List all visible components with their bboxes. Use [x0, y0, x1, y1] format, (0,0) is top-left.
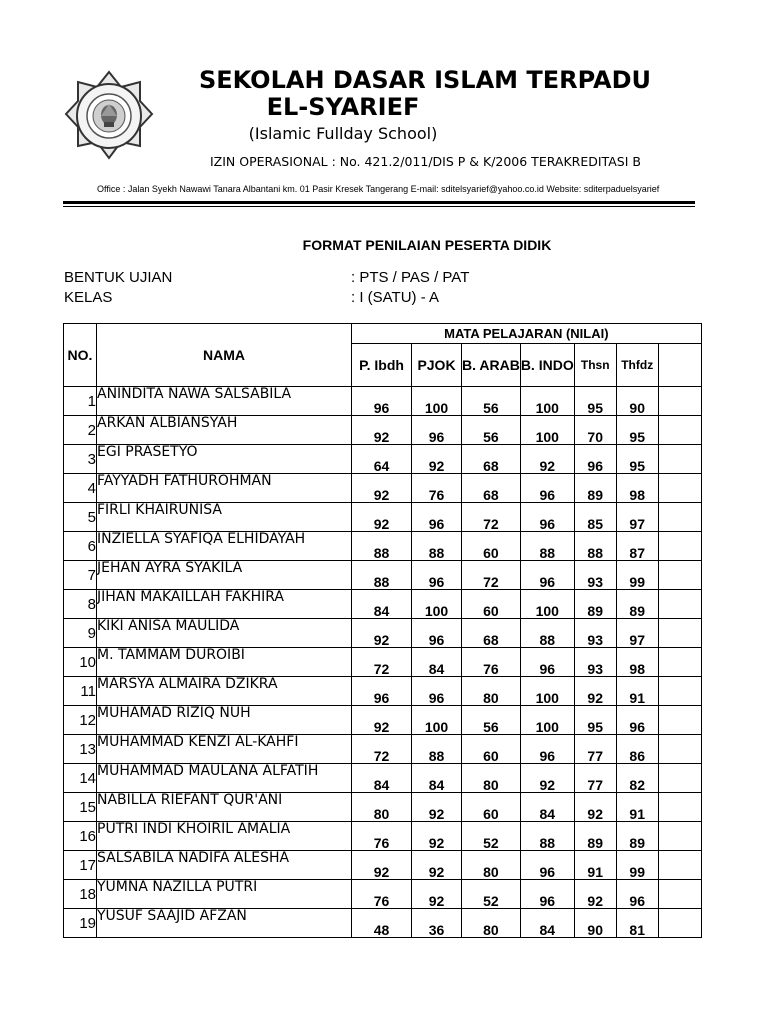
- score-cell: 93: [574, 648, 616, 677]
- table-row: [64, 387, 702, 416]
- score-cell: 60: [462, 532, 521, 561]
- score-cell: 91: [616, 793, 658, 822]
- score-cell: 92: [574, 880, 616, 909]
- score-cell: 92: [352, 416, 412, 445]
- score-cell: 100: [520, 677, 574, 706]
- student-name: SALSABILA NADIFA ALESHA: [97, 851, 352, 880]
- row-number: 19: [64, 909, 97, 938]
- score-cell: 92: [352, 706, 412, 735]
- score-cell: 60: [462, 793, 521, 822]
- score-cell: 84: [520, 793, 574, 822]
- subject-header: P. Ibdh: [352, 344, 412, 387]
- column-header-nama: NAMA: [97, 324, 352, 387]
- score-cell: 72: [462, 503, 521, 532]
- student-name: MARSYA ALMAIRA DZIKRA: [97, 677, 352, 706]
- row-number: 4: [64, 474, 97, 503]
- score-cell: 96: [412, 503, 462, 532]
- score-cell: 96: [520, 474, 574, 503]
- operating-license: IZIN OPERASIONAL : No. 421.2/011/DIS P & K/2006 TERAKREDITASI B: [210, 154, 641, 169]
- score-cell: 82: [616, 764, 658, 793]
- score-cell: 89: [574, 590, 616, 619]
- table-row: [64, 909, 702, 938]
- table-row: [64, 590, 702, 619]
- score-cell: 97: [616, 503, 658, 532]
- table-row: [64, 764, 702, 793]
- header-divider-thick: [63, 201, 695, 204]
- score-cell: 92: [574, 677, 616, 706]
- document-title: FORMAT PENILAIAN PESERTA DIDIK: [302, 237, 552, 253]
- score-cell-empty: [658, 619, 701, 648]
- score-cell-empty: [658, 677, 701, 706]
- score-cell: 100: [520, 387, 574, 416]
- score-cell: 86: [616, 735, 658, 764]
- score-cell-empty: [658, 822, 701, 851]
- score-cell: 92: [412, 445, 462, 474]
- score-cell: 77: [574, 735, 616, 764]
- score-cell: 76: [352, 822, 412, 851]
- score-cell-empty: [658, 851, 701, 880]
- score-cell: 56: [462, 416, 521, 445]
- score-cell: 92: [412, 880, 462, 909]
- student-name: JEHAN AYRA SYAKILA: [97, 561, 352, 590]
- score-cell: 84: [412, 648, 462, 677]
- score-cell: 96: [520, 735, 574, 764]
- score-cell: 80: [352, 793, 412, 822]
- score-cell: 56: [462, 387, 521, 416]
- score-cell: 92: [520, 764, 574, 793]
- score-cell: 84: [352, 590, 412, 619]
- grades-table: [63, 323, 702, 938]
- score-cell: 100: [412, 387, 462, 416]
- table-row: [64, 851, 702, 880]
- score-cell-empty: [658, 590, 701, 619]
- row-number: 5: [64, 503, 97, 532]
- table-row: [64, 503, 702, 532]
- student-name: M. TAMMAM DUROIBI: [97, 648, 352, 677]
- table-row: [64, 648, 702, 677]
- student-name: PUTRI INDI KHOIRIL AMALIA: [97, 822, 352, 851]
- score-cell: 96: [520, 503, 574, 532]
- row-number: 13: [64, 735, 97, 764]
- score-cell: 90: [616, 387, 658, 416]
- score-cell: 95: [574, 387, 616, 416]
- score-cell: 89: [616, 590, 658, 619]
- table-row: [64, 880, 702, 909]
- student-name: MUHAMMAD MAULANA ALFATIH: [97, 764, 352, 793]
- score-cell: 88: [412, 735, 462, 764]
- student-name: FAYYADH FATHUROHMAN: [97, 474, 352, 503]
- score-cell-empty: [658, 387, 701, 416]
- score-cell: 95: [616, 445, 658, 474]
- score-cell: 64: [352, 445, 412, 474]
- score-cell: 96: [412, 561, 462, 590]
- student-name: NABILLA RIEFANT QUR'ANI: [97, 793, 352, 822]
- score-cell: 72: [352, 735, 412, 764]
- score-cell: 97: [616, 619, 658, 648]
- row-number: 18: [64, 880, 97, 909]
- table-row: [64, 822, 702, 851]
- score-cell: 88: [520, 619, 574, 648]
- header-divider-thin: [63, 206, 695, 207]
- office-address: Office : Jalan Syekh Nawawi Tanara Albantani km. 01 Pasir Kresek Tangerang E-mail: sditelsyarief@yahoo.co.id Website: sditerpaduelsyarief: [97, 184, 660, 194]
- score-cell: 91: [616, 677, 658, 706]
- score-cell: 92: [520, 445, 574, 474]
- score-cell: 100: [520, 590, 574, 619]
- school-subtitle: (Islamic Fullday School): [248, 124, 438, 143]
- score-cell: 96: [412, 619, 462, 648]
- student-name: YUMNA NAZILLA PUTRI: [97, 880, 352, 909]
- student-name: MUHAMMAD KENZI AL-KAHFI: [97, 735, 352, 764]
- score-cell: 81: [616, 909, 658, 938]
- student-name: MUHAMAD RIZIQ NUH: [97, 706, 352, 735]
- score-cell: 100: [412, 706, 462, 735]
- exam-type-label: BENTUK UJIAN: [64, 269, 173, 286]
- score-cell: 89: [616, 822, 658, 851]
- table-row: [64, 793, 702, 822]
- table-row: [64, 619, 702, 648]
- score-cell: 68: [462, 474, 521, 503]
- class-label: KELAS: [64, 289, 113, 306]
- score-cell-empty: [658, 909, 701, 938]
- table-row: [64, 561, 702, 590]
- class-value: : I (SATU) - A: [351, 289, 440, 306]
- score-cell: 96: [616, 706, 658, 735]
- school-name-line2: EL-SYARIEF: [266, 93, 420, 121]
- student-name: EGI PRASETYO: [97, 445, 352, 474]
- school-emblem-icon: [64, 70, 154, 164]
- score-cell: 72: [462, 561, 521, 590]
- row-number: 11: [64, 677, 97, 706]
- score-cell: 60: [462, 590, 521, 619]
- student-name: KIKI ANISA MAULIDA: [97, 619, 352, 648]
- score-cell: 96: [352, 387, 412, 416]
- score-cell: 52: [462, 880, 521, 909]
- score-cell: 36: [412, 909, 462, 938]
- score-cell: 100: [520, 706, 574, 735]
- score-cell: 98: [616, 474, 658, 503]
- score-cell: 100: [412, 590, 462, 619]
- score-cell: 96: [520, 880, 574, 909]
- score-cell: 98: [616, 648, 658, 677]
- score-cell: 88: [520, 532, 574, 561]
- score-cell: 80: [462, 851, 521, 880]
- score-cell: 92: [412, 822, 462, 851]
- score-cell: 92: [352, 474, 412, 503]
- score-cell: 92: [412, 793, 462, 822]
- score-cell: 76: [352, 880, 412, 909]
- score-cell: 68: [462, 445, 521, 474]
- score-cell: 76: [412, 474, 462, 503]
- score-cell: 90: [574, 909, 616, 938]
- score-cell-empty: [658, 706, 701, 735]
- score-cell-empty: [658, 764, 701, 793]
- score-cell: 68: [462, 619, 521, 648]
- row-number: 1: [64, 387, 97, 416]
- score-cell-empty: [658, 735, 701, 764]
- row-number: 15: [64, 793, 97, 822]
- score-cell: 88: [574, 532, 616, 561]
- table-row: [64, 532, 702, 561]
- score-cell: 87: [616, 532, 658, 561]
- score-cell-empty: [658, 561, 701, 590]
- score-cell: 99: [616, 851, 658, 880]
- score-cell: 99: [616, 561, 658, 590]
- score-cell-empty: [658, 474, 701, 503]
- subject-header: PJOK: [412, 344, 462, 387]
- score-cell: 72: [352, 648, 412, 677]
- score-cell: 95: [616, 416, 658, 445]
- score-cell-empty: [658, 503, 701, 532]
- row-number: 8: [64, 590, 97, 619]
- table-row: [64, 474, 702, 503]
- score-cell: 89: [574, 474, 616, 503]
- school-name-line1: SEKOLAH DASAR ISLAM TERPADU: [198, 66, 652, 94]
- score-cell-empty: [658, 445, 701, 474]
- student-name: FIRLI KHAIRUNISA: [97, 503, 352, 532]
- score-cell: 48: [352, 909, 412, 938]
- score-cell: 96: [352, 677, 412, 706]
- row-number: 2: [64, 416, 97, 445]
- row-number: 17: [64, 851, 97, 880]
- score-cell: 96: [574, 445, 616, 474]
- student-name: INZIELLA SYAFIQA ELHIDAYAH: [97, 532, 352, 561]
- header-row-top: [64, 324, 702, 344]
- table-row: [64, 677, 702, 706]
- subject-header: Thfdz: [616, 344, 658, 387]
- score-cell: 85: [574, 503, 616, 532]
- score-cell: 96: [616, 880, 658, 909]
- row-number: 10: [64, 648, 97, 677]
- student-name: ARKAN ALBIANSYAH: [97, 416, 352, 445]
- table-row: [64, 735, 702, 764]
- score-cell-empty: [658, 648, 701, 677]
- score-cell: 89: [574, 822, 616, 851]
- student-name: YUSUF SAAJID AFZAN: [97, 909, 352, 938]
- score-cell: 84: [412, 764, 462, 793]
- score-cell: 84: [352, 764, 412, 793]
- row-number: 9: [64, 619, 97, 648]
- score-cell: 92: [412, 851, 462, 880]
- student-name: ANINDITA NAWA SALSABILA: [97, 387, 352, 416]
- subject-header: B. INDO: [520, 344, 574, 387]
- score-cell: 56: [462, 706, 521, 735]
- row-number: 6: [64, 532, 97, 561]
- score-cell: 96: [520, 561, 574, 590]
- score-cell: 52: [462, 822, 521, 851]
- score-cell: 88: [352, 532, 412, 561]
- score-cell: 93: [574, 561, 616, 590]
- score-cell: 95: [574, 706, 616, 735]
- subject-header: B. ARAB: [462, 344, 521, 387]
- score-cell: 92: [352, 619, 412, 648]
- table-row: [64, 706, 702, 735]
- table-row: [64, 416, 702, 445]
- score-cell: 91: [574, 851, 616, 880]
- score-cell-empty: [658, 416, 701, 445]
- score-cell: 96: [520, 851, 574, 880]
- column-header-no: NO.: [64, 324, 97, 387]
- score-cell-empty: [658, 880, 701, 909]
- score-cell: 88: [352, 561, 412, 590]
- score-cell: 80: [462, 909, 521, 938]
- score-cell: 100: [520, 416, 574, 445]
- score-cell: 96: [520, 648, 574, 677]
- row-number: 12: [64, 706, 97, 735]
- exam-type-value: : PTS / PAS / PAT: [351, 269, 470, 286]
- score-cell-empty: [658, 532, 701, 561]
- row-number: 16: [64, 822, 97, 851]
- row-number: 14: [64, 764, 97, 793]
- score-cell: 80: [462, 677, 521, 706]
- score-cell: 96: [412, 416, 462, 445]
- score-cell: 84: [520, 909, 574, 938]
- score-cell: 92: [352, 503, 412, 532]
- row-number: 7: [64, 561, 97, 590]
- score-cell: 92: [352, 851, 412, 880]
- score-cell: 70: [574, 416, 616, 445]
- score-cell: 76: [462, 648, 521, 677]
- score-cell: 88: [520, 822, 574, 851]
- score-cell: 80: [462, 764, 521, 793]
- subject-header-empty: [658, 344, 701, 387]
- score-cell: 88: [412, 532, 462, 561]
- score-cell: 96: [412, 677, 462, 706]
- subject-header: Thsn: [574, 344, 616, 387]
- score-cell: 60: [462, 735, 521, 764]
- table-row: [64, 445, 702, 474]
- score-cell: 92: [574, 793, 616, 822]
- score-cell: 93: [574, 619, 616, 648]
- student-name: JIHAN MAKAILLAH FAKHIRA: [97, 590, 352, 619]
- row-number: 3: [64, 445, 97, 474]
- column-header-mata-pelajaran: MATA PELAJARAN (NILAI): [352, 324, 702, 344]
- score-cell: 77: [574, 764, 616, 793]
- score-cell-empty: [658, 793, 701, 822]
